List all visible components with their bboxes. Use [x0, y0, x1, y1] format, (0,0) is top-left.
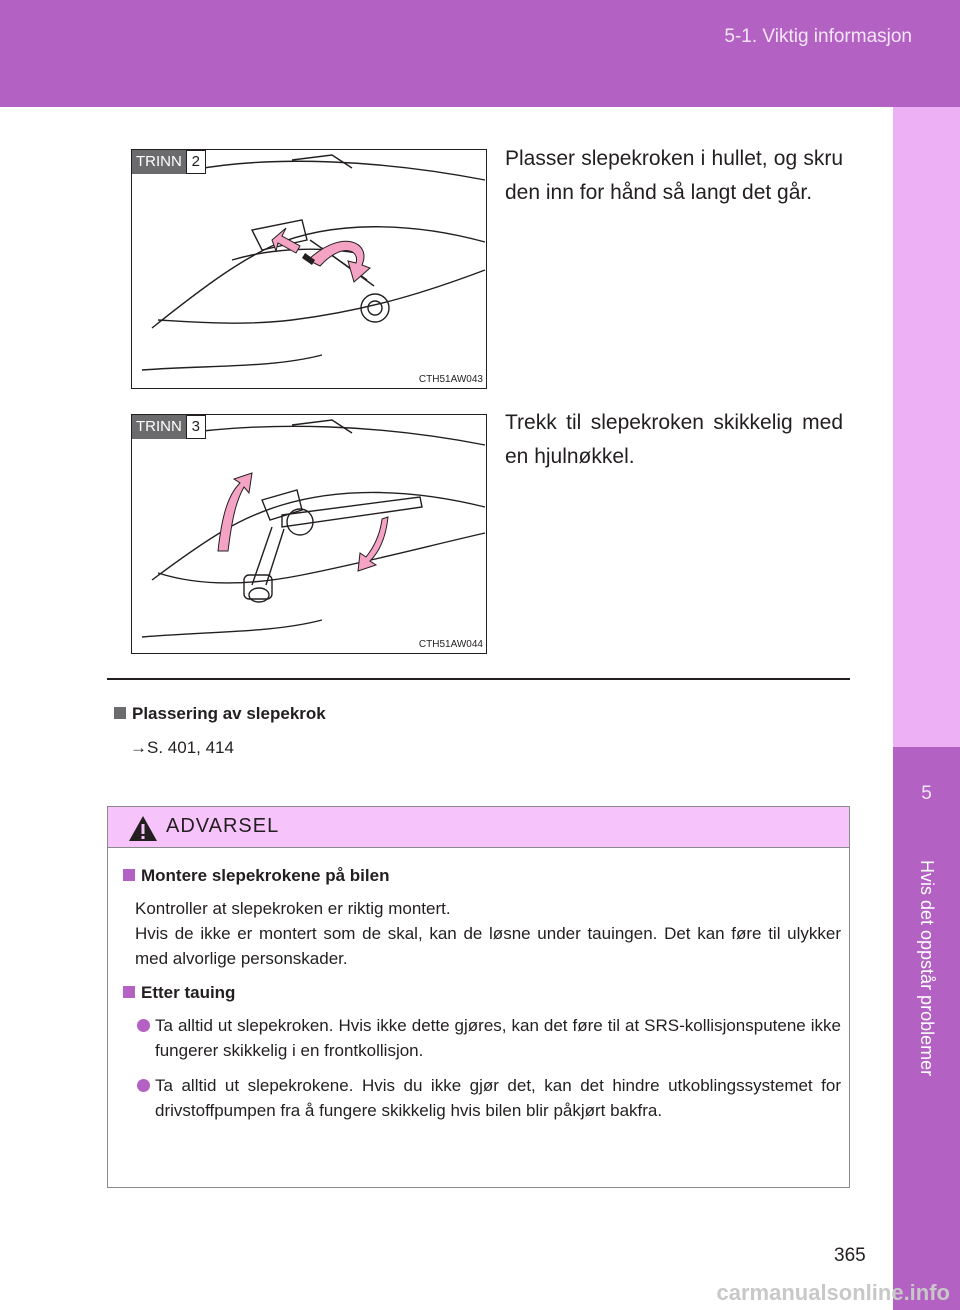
- step-2-figure: [131, 149, 487, 389]
- figure-code: CTH51AW044: [418, 639, 483, 650]
- step-2-badge: [132, 150, 206, 174]
- section-divider: [107, 678, 850, 680]
- round-bullet-icon: [137, 1019, 150, 1032]
- warning-bullet: Ta alltid ut slepekrokene. Hvis du ikke gjør det, kan det hindre utkoblingssystemet for drivstoffpumpen fra å fungere skikkelig hvis bilen blir påkjørt bakfra.: [123, 1073, 841, 1123]
- warning-title: ADVARSEL: [166, 815, 280, 837]
- step-3-figure: [131, 414, 487, 654]
- note-heading: Plassering av slepekrok: [114, 704, 326, 724]
- warning-paragraph: Kontroller at slepekroken er riktig montert.: [135, 899, 451, 918]
- step-tag: TRINN: [132, 150, 186, 174]
- chapter-title: Hvis det oppstår problemer: [917, 860, 937, 1077]
- warning-subheading: Etter tauing: [123, 980, 841, 1005]
- round-bullet-icon: [137, 1079, 150, 1092]
- warning-triangle-icon: [128, 815, 158, 842]
- note-reference[interactable]: →S. 401, 414: [130, 738, 234, 757]
- square-bullet-icon: [114, 707, 126, 719]
- step-3-text: Trekk til slepekroken skikkelig med en hjulnøkkel.: [505, 411, 843, 468]
- chapter-tab: 5: [893, 747, 960, 840]
- section-title: 5-1. Viktig informasjon: [724, 26, 912, 47]
- watermark: carmanualsonline.info: [716, 1280, 950, 1305]
- step-number: 3: [186, 415, 206, 439]
- warning-header: [108, 807, 849, 848]
- warning-box: [107, 806, 850, 1188]
- step-tag: TRINN: [132, 415, 186, 439]
- chapter-label-strip: [893, 840, 960, 1310]
- wheel-wrench-tighten-illustration: [132, 415, 486, 653]
- warning-paragraph: Hvis de ikke er montert som de skal, kan de løsne under tauingen. Det kan føre til ulykker med alvorlige personskader.: [135, 924, 841, 968]
- square-bullet-icon: [123, 869, 135, 881]
- figure-code: CTH51AW043: [418, 374, 483, 385]
- warning-bullet: Ta alltid ut slepekroken. Hvis ikke dette gjøres, kan det føre til at SRS-kollisjonsputene ikke fungerer skikkelig i en frontkollisjon.: [123, 1013, 841, 1063]
- header-band: [0, 0, 960, 107]
- arrow-right-icon: →: [130, 738, 147, 757]
- tow-hook-insert-illustration: [132, 150, 486, 388]
- warning-subheading: Montere slepekrokene på bilen: [123, 863, 841, 888]
- step-3-badge: [132, 415, 206, 439]
- step-number: 2: [186, 150, 206, 174]
- warning-body: [123, 863, 841, 1133]
- page-number: 365: [834, 1245, 866, 1266]
- square-bullet-icon: [123, 986, 135, 998]
- step-2-text: Plasser slepekroken i hullet, og skru den inn for hånd så langt det går.: [505, 147, 843, 204]
